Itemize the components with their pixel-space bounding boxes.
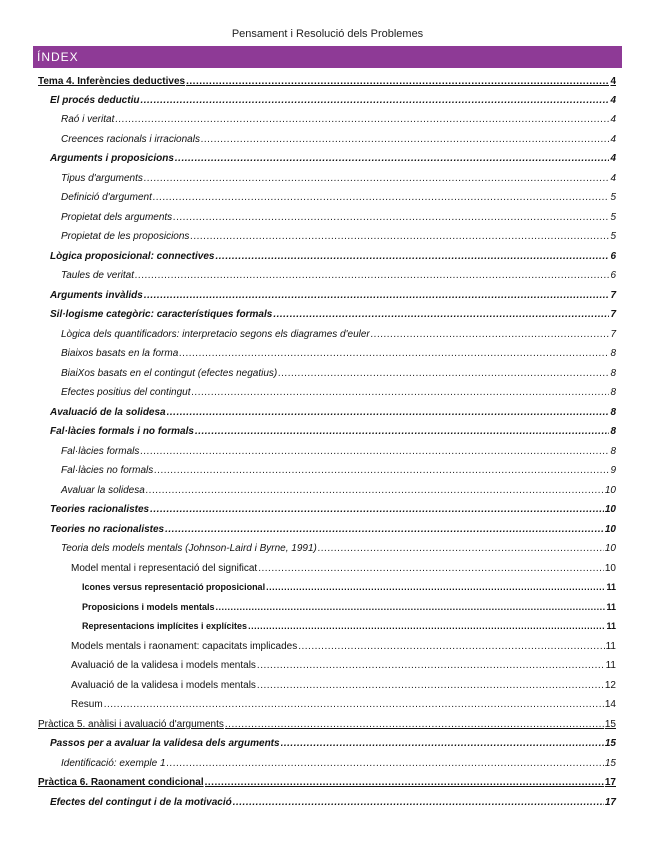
- toc-page-number: 11: [605, 641, 616, 652]
- toc-entry[interactable]: [61, 446, 616, 464]
- toc-page-number: 15: [604, 738, 616, 749]
- toc-entry[interactable]: [61, 231, 616, 249]
- toc-page-number: 4: [610, 173, 616, 184]
- toc-dot-leader: [233, 797, 604, 808]
- toc-page-number: 4: [610, 76, 616, 87]
- toc-entry[interactable]: [61, 465, 616, 483]
- toc-page-number: 17: [604, 797, 616, 808]
- toc-entry-title: Taules de veritat: [61, 270, 135, 281]
- toc-page-number: 5: [610, 212, 616, 223]
- toc-entry-title: Icones versus representació proposicional: [82, 582, 266, 592]
- toc-page-number: 11: [606, 621, 616, 631]
- toc-entry-title: Propietat de les proposicions: [61, 231, 190, 242]
- toc-entry-title: Arguments i proposicions: [50, 153, 174, 164]
- toc-dot-leader: [144, 290, 610, 301]
- toc-entry-title: Model mental i representació del significat: [71, 563, 258, 574]
- toc-entry-title: Creences racionals i irracionals: [61, 134, 200, 145]
- toc-dot-leader: [186, 76, 609, 87]
- toc-page-number: 10: [604, 485, 616, 496]
- toc-entry[interactable]: [82, 582, 616, 600]
- toc-entry-title: Representacions implícites i explícites: [82, 621, 248, 631]
- toc-entry-title: Lògica proposicional: connectives: [50, 251, 215, 262]
- toc-page-number: 9: [610, 465, 616, 476]
- toc-page-number: 17: [604, 777, 616, 788]
- toc-page-number: 7: [610, 329, 616, 340]
- toc-entry[interactable]: [50, 797, 616, 815]
- toc-page-number: 11: [606, 602, 616, 612]
- toc-dot-leader: [192, 387, 610, 398]
- toc-entry[interactable]: [61, 543, 616, 561]
- toc-entry-title: Avaluació de la validesa i models mentals: [71, 680, 256, 691]
- toc-entry-title: Propietat dels arguments: [61, 212, 173, 223]
- toc-entry-title: Sil·logisme categòric: característiques formals: [50, 309, 273, 320]
- toc-entry[interactable]: [38, 719, 616, 737]
- toc-entry[interactable]: [61, 134, 616, 152]
- toc-dot-leader: [318, 543, 604, 554]
- toc-entry[interactable]: [50, 153, 616, 171]
- toc-page-number: 7: [610, 290, 616, 301]
- toc-dot-leader: [371, 329, 610, 340]
- toc-dot-leader: [150, 504, 604, 515]
- toc-dot-leader: [266, 582, 605, 592]
- toc-entry-title: Passos per a avaluar la validesa dels arguments: [50, 738, 280, 749]
- toc-page-number: 4: [610, 153, 616, 164]
- toc-dot-leader: [281, 738, 604, 749]
- toc-dot-leader: [173, 212, 609, 223]
- toc-page-number: 10: [604, 543, 616, 554]
- toc-page-number: 11: [605, 660, 616, 671]
- toc-entry[interactable]: [50, 95, 616, 113]
- toc-dot-leader: [195, 426, 610, 437]
- toc-dot-leader: [140, 446, 609, 457]
- toc-dot-leader: [215, 251, 609, 262]
- toc-entry-title: Fal·làcies formals: [61, 446, 140, 457]
- toc-page-number: 4: [610, 134, 616, 145]
- toc-dot-leader: [179, 348, 609, 359]
- index-banner: ÍNDEX: [33, 46, 622, 68]
- toc-dot-leader: [278, 368, 609, 379]
- toc-entry-title: Lògica dels quantificadors: interpretacio segons els diagrames d'euler: [61, 329, 370, 340]
- toc-entry-title: Models mentals i raonament: capacitats implicades: [71, 641, 298, 652]
- toc-entry-title: Avaluar la solidesa: [61, 485, 145, 496]
- toc-entry-title: Tipus d'arguments: [61, 173, 143, 184]
- toc-dot-leader: [298, 641, 604, 652]
- toc-entry[interactable]: [61, 212, 616, 230]
- toc-page-number: 5: [610, 192, 616, 203]
- toc-entry-title: BiaiXos basats en el contingut (efectes negatius): [61, 368, 278, 379]
- toc-entry-title: Teories racionalistes: [50, 504, 150, 515]
- toc-entry-title: Pràctica 5. anàlisi i avaluació d'arguments: [38, 719, 224, 730]
- toc-page-number: 15: [604, 719, 616, 730]
- toc-entry-title: Avaluació de la validesa i models mentals: [71, 660, 256, 671]
- toc-page-number: 4: [610, 114, 616, 125]
- toc-dot-leader: [153, 192, 610, 203]
- toc-dot-leader: [205, 777, 604, 788]
- toc-page-number: 8: [610, 348, 616, 359]
- toc-page-number: 14: [604, 699, 616, 710]
- toc-entry-title: Efectes positius del contingut: [61, 387, 191, 398]
- toc-entry[interactable]: [61, 114, 616, 132]
- toc-page-number: 10: [604, 504, 616, 515]
- toc-entry-title: Biaixos basats en la forma: [61, 348, 179, 359]
- toc-entry[interactable]: [71, 641, 616, 659]
- toc-entry[interactable]: [71, 680, 616, 698]
- toc-entry[interactable]: [50, 251, 616, 269]
- toc-entry[interactable]: [71, 699, 616, 717]
- toc-entry[interactable]: [50, 426, 616, 444]
- toc-dot-leader: [115, 114, 609, 125]
- toc-page-number: 10: [604, 563, 616, 574]
- toc-dot-leader: [135, 270, 609, 281]
- toc-page-number: 7: [610, 309, 616, 320]
- toc-entry-title: Avaluació de la solidesa: [50, 407, 166, 418]
- toc-page-number: 6: [610, 270, 616, 281]
- toc-entry[interactable]: [71, 660, 616, 678]
- toc-entry-title: Teoria dels models mentals (Johnson-Laird i Byrne, 1991): [61, 543, 317, 554]
- toc-entry-title: Pràctica 6. Raonament condicional: [38, 777, 204, 788]
- toc-page-number: 6: [610, 251, 616, 262]
- toc-entry[interactable]: [61, 270, 616, 288]
- toc-entry[interactable]: [82, 621, 616, 639]
- toc-page-number: 15: [604, 758, 616, 769]
- toc-dot-leader: [140, 95, 609, 106]
- toc-entry[interactable]: [50, 407, 616, 425]
- toc-page-number: 8: [610, 407, 616, 418]
- toc-entry-title: Resum: [71, 699, 103, 710]
- toc-entry-title: Raó i veritat: [61, 114, 115, 125]
- toc-entry[interactable]: [61, 192, 616, 210]
- toc-page-number: 8: [610, 426, 616, 437]
- toc-entry[interactable]: [50, 504, 616, 522]
- toc-entry[interactable]: [50, 309, 616, 327]
- toc-entry[interactable]: [61, 758, 616, 776]
- toc-dot-leader: [258, 563, 604, 574]
- toc-dot-leader: [201, 134, 609, 145]
- toc-entry[interactable]: [61, 329, 616, 347]
- toc-entry-title: Identificació: exemple 1: [61, 758, 166, 769]
- toc-dot-leader: [257, 660, 605, 671]
- toc-entry-title: Teories no racionalistes: [50, 524, 165, 535]
- toc-page-number: 10: [604, 524, 616, 535]
- toc-dot-leader: [175, 153, 610, 164]
- toc-entry[interactable]: [61, 387, 616, 405]
- toc-entry[interactable]: [50, 524, 616, 542]
- toc-page-number: 12: [604, 680, 616, 691]
- toc-dot-leader: [190, 231, 609, 242]
- toc-dot-leader: [167, 407, 610, 418]
- toc-entry-title: Definició d'argument: [61, 192, 152, 203]
- page-header: Pensament i Resolució dels Problemes: [231, 28, 424, 40]
- toc-dot-leader: [154, 465, 609, 476]
- toc-page-number: 11: [606, 582, 616, 592]
- toc-entry-title: Efectes del contingut i de la motivació: [50, 797, 232, 808]
- toc-dot-leader: [216, 602, 606, 612]
- toc-dot-leader: [257, 680, 604, 691]
- toc-dot-leader: [225, 719, 604, 730]
- toc-dot-leader: [248, 621, 605, 631]
- toc-entry-title: Fal·làcies no formals: [61, 465, 154, 476]
- toc-entry[interactable]: [61, 485, 616, 503]
- toc-page-number: 5: [610, 231, 616, 242]
- toc-entry[interactable]: [71, 563, 616, 581]
- toc-entry[interactable]: [82, 602, 616, 620]
- toc-page-number: 8: [610, 446, 616, 457]
- toc-dot-leader: [273, 309, 609, 320]
- toc-entry-title: El procés deductiu: [50, 95, 140, 106]
- toc-entry[interactable]: [50, 738, 616, 756]
- toc-dot-leader: [165, 524, 604, 535]
- toc-dot-leader: [167, 758, 604, 769]
- toc-entry[interactable]: [38, 777, 616, 795]
- toc-entry[interactable]: [61, 173, 616, 191]
- toc-entry[interactable]: [61, 348, 616, 366]
- toc-dot-leader: [144, 173, 610, 184]
- toc-dot-leader: [146, 485, 604, 496]
- toc-entry-title: Fal·làcies formals i no formals: [50, 426, 194, 437]
- toc-entry[interactable]: [50, 290, 616, 308]
- toc-dot-leader: [104, 699, 604, 710]
- toc-entry-title: Arguments invàlids: [50, 290, 143, 301]
- toc-entry[interactable]: [61, 368, 616, 386]
- toc-page-number: 8: [610, 387, 616, 398]
- toc-entry-title: Tema 4. Inferències deductives: [38, 76, 186, 87]
- toc-entry-title: Proposicions i models mentals: [82, 602, 215, 612]
- toc-page-number: 4: [610, 95, 616, 106]
- toc-entry[interactable]: [38, 76, 616, 94]
- toc-page-number: 8: [610, 368, 616, 379]
